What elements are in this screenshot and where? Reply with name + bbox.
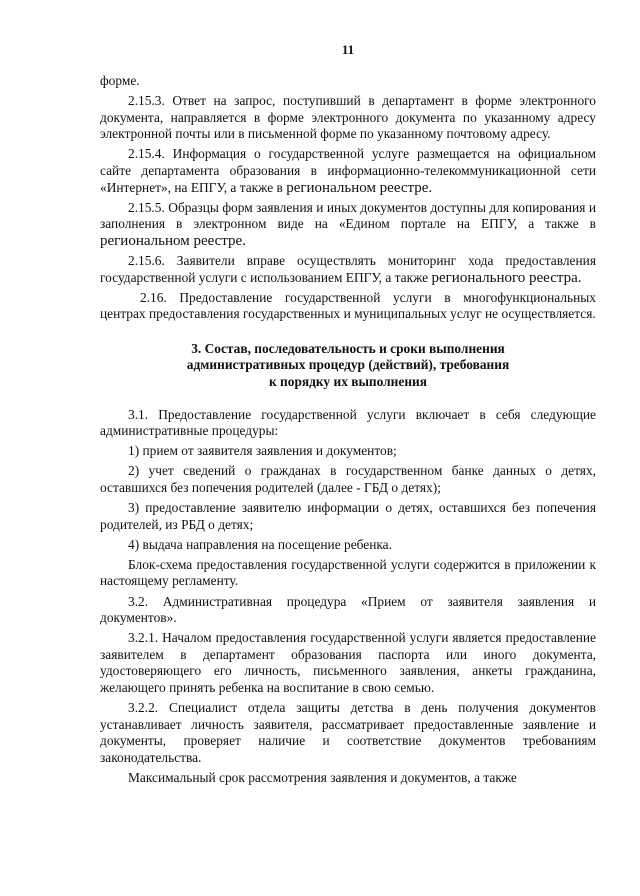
- paragraph-2-15-4-text: 2.15.4. Информация о государственной услуге размещается на официальном сайте департамента образования в информационно-телекоммуникационной сети «Интернет», на ЕПГУ, а также в: [100, 146, 596, 195]
- list-item-4: 4) выдача направления на посещение ребенка.: [128, 536, 392, 552]
- paragraph-block-scheme: Блок-схема предоставления государственной услуги содержится в приложении к настоящему регламенту.: [100, 556, 596, 589]
- paragraph-2-15-6: [100, 253, 596, 286]
- paragraph-max-term: Максимальный срок рассмотрения заявления и документов, а также: [128, 769, 517, 785]
- paragraph-3-1: 3.1. Предоставление государственной услуги включает в себя следующие административные процедуры:: [100, 406, 596, 439]
- paragraph-3-2: 3.2. Административная процедура «Прием от заявителя заявления и документов».: [100, 593, 596, 626]
- paragraph-3-2-1: 3.2.1. Началом предоставления государственной услуги является предоставление заявителем в департамент образования паспорта или иного документа, удостоверяющего его личность, письменного заявления, анкеты гражданина, желающего принять ребенка на воспитание в свою семью.: [100, 630, 596, 695]
- paragraph-2-15-4-registry: региональном реестре.: [286, 179, 433, 196]
- list-item-3: 3) предоставление заявителю информации о детях, оставшихся без попечения родителей, из РБД о детях;: [100, 500, 596, 532]
- list-item-1: 1) прием от заявителя заявления и документов;: [128, 443, 397, 459]
- section-heading-line: 3. Состав, последовательность и сроки выполнения: [191, 340, 505, 356]
- paragraph-2-15-5: [100, 200, 596, 250]
- paragraph-3-2-2: 3.2.2. Специалист отдела защиты детства в день получения документов устанавливает личность заявителя, рассматривает предоставленные заявление и документы, проверяет наличие и соответствие документов требованиям законодательства.: [100, 700, 596, 765]
- paragraph-2-15-5-registry: региональном реестре.: [100, 232, 246, 249]
- section-heading-line: административных процедур (действий), требования: [186, 357, 510, 373]
- body-text: [100, 73, 596, 787]
- paragraph-continuation: форме.: [100, 73, 140, 88]
- section-heading-line: к порядку их выполнения: [268, 374, 428, 389]
- paragraph-2-15-6-text: 2.15.6. Заявители вправе осуществлять мониторинг хода предоставления государственной услуги с использованием ЕПГУ, а также: [100, 252, 596, 285]
- paragraph-2-15-4: [100, 146, 596, 196]
- paragraph-2-16: 2.16. Предоставление государственной услуги в многофункциональных центрах предоставления государственных и муниципальных услуг не осуществляется.: [100, 289, 596, 322]
- paragraph-2-15-6-registry: регионального реестра.: [431, 269, 582, 286]
- section-heading: [100, 341, 596, 391]
- list-item-2: 2) учет сведений о гражданах в государственном банке данных о детях, оставшихся без попечения родителей (далее - ГБД о детях);: [100, 463, 596, 495]
- paragraph-2-15-3: 2.15.3. Ответ на запрос, поступивший в департамент в форме электронного документа, направляется в форме электронного документа по указанному адресу электронной почты или в письменной форме по указанному почтовому адресу.: [100, 93, 596, 142]
- page-number: 11: [341, 42, 355, 57]
- paragraph-2-15-5-text: 2.15.5. Образцы форм заявления и иных документов доступны для копирования и заполнения в электронном виде на «Едином портале на ЕПГУ, а также в: [100, 199, 596, 232]
